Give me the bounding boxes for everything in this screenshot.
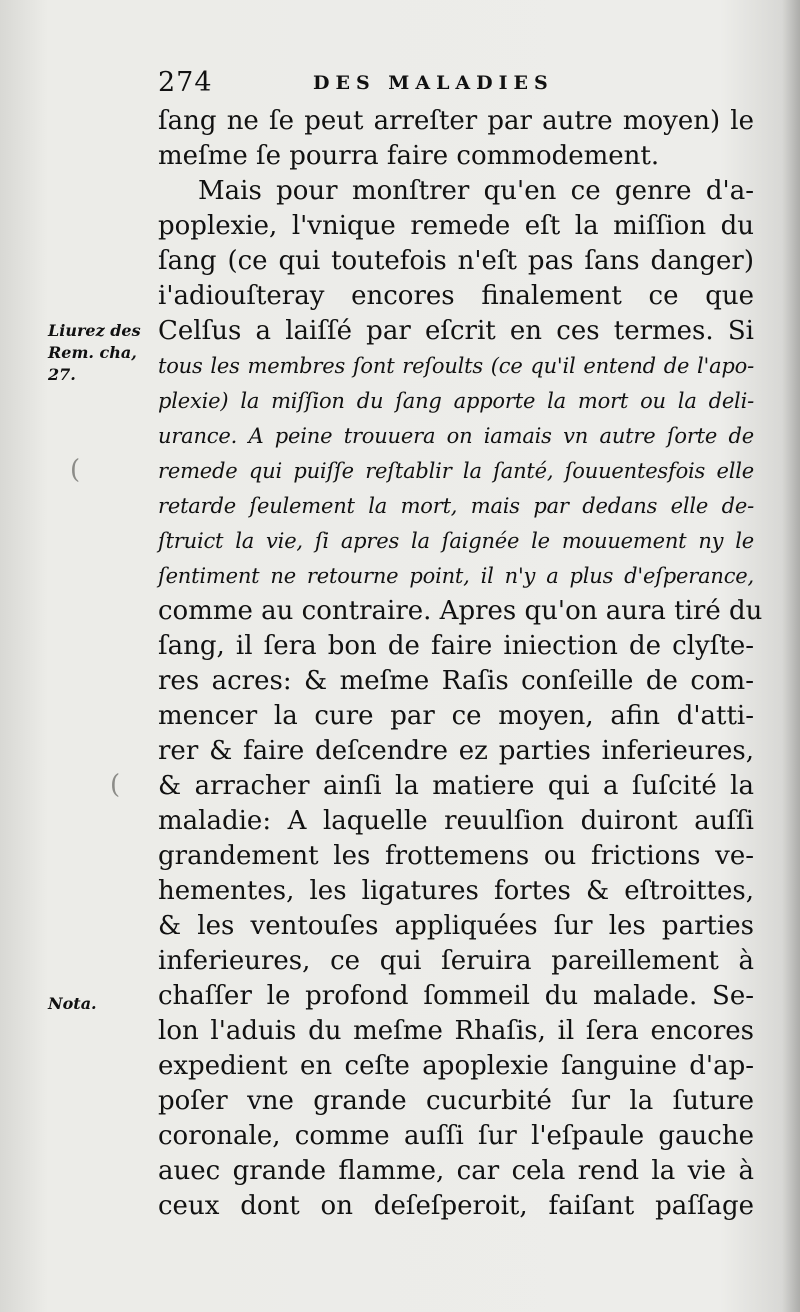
text-line: auec grande flamme, car cela rend la vie à: [158, 1156, 754, 1186]
bleed-through-mark: (: [70, 455, 81, 485]
page-edge-shadow: [782, 0, 800, 1312]
margin-note-line: 27.: [48, 365, 76, 384]
quotation-line: ſentiment ne retourne point, il n'y a plus d'eſperance,: [158, 564, 754, 588]
margin-note-line: Nota.: [48, 994, 97, 1013]
quotation-line: urance. A peine trouuera on iamais vn autre ſorte de: [158, 424, 754, 448]
body-text: [158, 104, 763, 1224]
quotation-line: ſtruict la vie, ſi apres la ſaignée le mouuement ny le: [158, 529, 754, 553]
text-line: poplexie, l'vnique remede eſt la miſſion du: [158, 211, 754, 241]
text-line: ſang, il ſera bon de faire iniection de clyſte-: [158, 631, 754, 661]
text-line: & arracher ainſi la matiere qui a ſuſcité la: [158, 771, 754, 801]
quotation-line: tous les membres ſont reſoults (ce qu'il entend de l'apo-: [158, 354, 754, 378]
text-line: res acres: & meſme Raſis conſeille de com-: [158, 666, 754, 696]
running-title: DES MALADIES: [313, 72, 554, 94]
text-line: meſme ſe pourra faire commodement.: [158, 141, 660, 171]
text-line: expedient en ceſte apoplexie ſanguine d'ap-: [158, 1051, 754, 1081]
text-line: i'adiouſteray encores finalement ce que: [158, 281, 754, 311]
text-line: mencer la cure par ce moyen, afin d'atti-: [158, 701, 754, 731]
paragraph-first-line: Mais pour monſtrer qu'en ce genre d'a-: [198, 176, 754, 206]
text-line: lon l'aduis du meſme Rhaſis, il ſera encores: [158, 1016, 754, 1046]
margin-note-reference: [48, 320, 156, 386]
text-line: maladie: A laquelle reuulſion duiront auſſi: [158, 806, 754, 836]
text-line: ſang ne ſe peut arreſter par autre moyen) le: [158, 106, 754, 136]
text-line: ſang (ce qui toutefois n'eſt pas ſans danger): [158, 246, 754, 276]
quotation-line: plexie) la miſſion du ſang apporte la mort ou la deli-: [158, 389, 754, 413]
margin-note-line: Rem. cha,: [48, 343, 137, 362]
page-number: 274: [158, 67, 213, 98]
page-header: [158, 66, 758, 100]
text-line: Celſus a laiſſé par eſcrit en ces termes. Si: [158, 316, 754, 346]
bleed-through-mark: (: [110, 770, 121, 800]
text-line: poſer vne grande cucurbité ſur la ſuture: [158, 1086, 754, 1116]
text-line: & les ventouſes appliquées ſur les parties: [158, 911, 754, 941]
text-line: chaſſer le profond ſommeil du malade. Se-: [158, 981, 754, 1011]
text-line: coronale, comme auſſi ſur l'eſpaule gauche: [158, 1121, 754, 1151]
text-line: grandement les frottemens ou frictions ve-: [158, 841, 754, 871]
text-line: inferieures, ce qui ſeruira pareillement à: [158, 946, 754, 976]
text-line: hementes, les ligatures fortes & eſtroittes,: [158, 876, 754, 906]
margin-note-line: Liurez des: [48, 321, 141, 340]
text-line: comme au contraire. Apres qu'on aura tiré du: [158, 596, 763, 626]
text-line: ceux dont on deſeſperoit, faiſant paſſage: [158, 1191, 754, 1221]
quotation-line: retarde ſeulement la mort, mais par dedans elle de-: [158, 494, 754, 518]
text-line: rer & faire deſcendre ez parties inferieures,: [158, 736, 754, 766]
margin-note-nota: [48, 993, 156, 1015]
quotation-line: remede qui puiſſe reſtablir la ſanté, ſouuentesfois elle: [158, 459, 754, 483]
